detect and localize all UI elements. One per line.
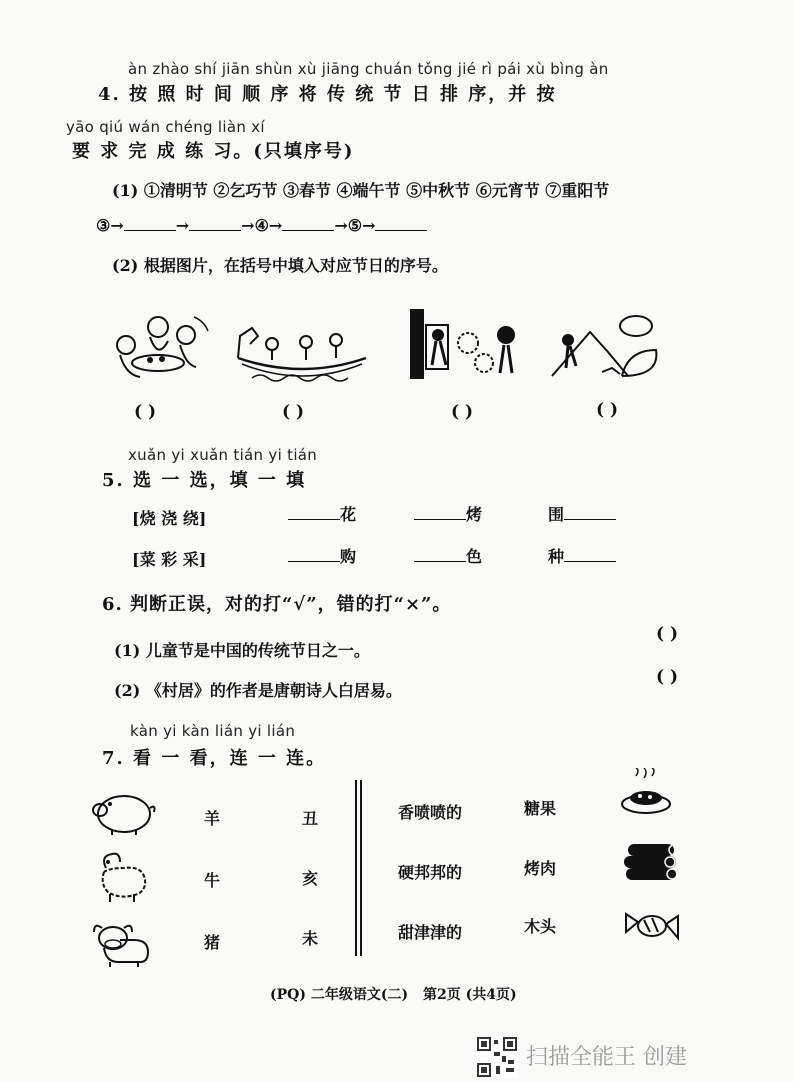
q5-title: 5. 选 一 选，填 一 填 [102, 470, 307, 491]
q5-row2-item-a [288, 544, 356, 567]
q5-row1-item-a [288, 502, 356, 525]
word: 花 [340, 505, 357, 524]
q4-answer-bracket-1[interactable]: ( ) [134, 402, 157, 422]
zodiac-word-1: 丑 [302, 809, 319, 828]
noun-3: 木头 [524, 917, 557, 936]
q6-bracket-2[interactable]: ( ) [656, 667, 679, 687]
blank[interactable] [564, 545, 616, 562]
q5-row2-item-b [414, 544, 482, 567]
q6-bracket-1[interactable]: ( ) [656, 624, 679, 644]
q4-title-line-1: 4. 按 照 时 间 顺 序 将 传 统 节 日 排 序，并 按 [98, 84, 557, 105]
seq-arrow-1: → [175, 216, 190, 235]
seq-blank-1[interactable] [124, 214, 176, 231]
footer-total: (共4页) [465, 987, 517, 1003]
blank[interactable] [288, 503, 340, 520]
word: 围 [548, 505, 565, 524]
q4-part2-instruction: (2) 根据图片，在括号中填入对应节日的序号。 [112, 256, 448, 275]
noun-2: 烤肉 [524, 859, 557, 878]
word: 购 [340, 547, 357, 566]
adjective-1: 香喷喷的 [398, 803, 463, 822]
section-divider [355, 780, 357, 956]
footer-code: (PQ) [270, 987, 306, 1003]
footer-page: 第2页 [422, 987, 461, 1003]
mountain-climbing-picture [548, 312, 668, 378]
wood-logs-picture [620, 838, 682, 886]
q6-item-1: (1) 儿童节是中国的传统节日之一。 [114, 641, 370, 660]
moon-festival-family-picture [100, 305, 212, 383]
seq-blank-4[interactable] [375, 214, 427, 231]
blank[interactable] [414, 503, 466, 520]
seq-arrow-2: →④→ [241, 216, 283, 235]
q5-pinyin: xuǎn yi xuǎn tián yi tián [128, 446, 318, 464]
watermark-text: 扫描全能王 创建 [526, 1045, 687, 1070]
sheep-picture [92, 848, 152, 904]
q5-row2-options: [菜 彩 采] [132, 550, 207, 569]
seq-start: ③→ [96, 216, 124, 235]
candy-picture [620, 906, 684, 946]
q7-pinyin: kàn yi kàn lián yi lián [130, 722, 296, 740]
q4-answer-bracket-3[interactable]: ( ) [451, 402, 474, 422]
q4-pinyin-line-2: yāo qiú wán chéng liàn xí [66, 118, 265, 136]
seq-blank-2[interactable] [189, 214, 241, 231]
noun-1: 糖果 [524, 799, 557, 818]
adjective-2: 硬邦邦的 [398, 863, 463, 882]
roast-meat-picture [618, 768, 674, 818]
q4-answer-bracket-4[interactable]: ( ) [596, 400, 619, 420]
q4-pinyin-line-1: àn zhào shí jiān shùn xù jiāng chuán tǒng jié rì pái xù bìng àn [128, 60, 609, 78]
q6-title: 6. 判断正误，对的打“√”，错的打“×”。 [102, 594, 452, 615]
seq-blank-3[interactable] [282, 214, 334, 231]
zodiac-word-2: 亥 [302, 869, 319, 888]
blank[interactable] [288, 545, 340, 562]
section-divider-2 [360, 780, 362, 956]
q4-festival-list: (1) ①清明节 ②乞巧节 ③春节 ④端午节 ⑤中秋节 ⑥元宵节 ⑦重阳节 [112, 181, 610, 200]
q5-row1-options: [烧 浇 绕] [132, 509, 207, 528]
blank[interactable] [414, 545, 466, 562]
q7-title: 7. 看 一 看，连 一 连。 [102, 748, 327, 769]
seq-arrow-3: →⑤→ [334, 216, 376, 235]
footer-subject: 二年级语文(二) [310, 987, 409, 1003]
blank[interactable] [564, 503, 616, 520]
animal-word-1: 羊 [204, 809, 221, 828]
animal-word-3: 猪 [204, 933, 221, 952]
q4-answer-bracket-2[interactable]: ( ) [282, 402, 305, 422]
qr-code-icon [476, 1036, 518, 1078]
pig-picture [88, 788, 158, 836]
animal-word-2: 牛 [204, 871, 221, 890]
q4-title-line-2: 要 求 完 成 练 习。(只填序号) [72, 141, 355, 162]
q5-row1-item-c [548, 502, 616, 525]
q4-sequence [96, 214, 427, 235]
q5-row2-item-c [548, 544, 616, 567]
dragon-boat-picture [232, 318, 372, 384]
cow-picture [90, 918, 154, 968]
word: 种 [548, 547, 565, 566]
footer [270, 984, 517, 1004]
word: 烤 [466, 505, 483, 524]
adjective-3: 甜津津的 [398, 923, 463, 942]
lantern-picture [408, 305, 520, 381]
q6-item-2: (2) 《村居》的作者是唐朝诗人白居易。 [114, 681, 402, 700]
q5-row1-item-b [414, 502, 482, 525]
zodiac-word-3: 未 [302, 929, 319, 948]
word: 色 [466, 547, 483, 566]
